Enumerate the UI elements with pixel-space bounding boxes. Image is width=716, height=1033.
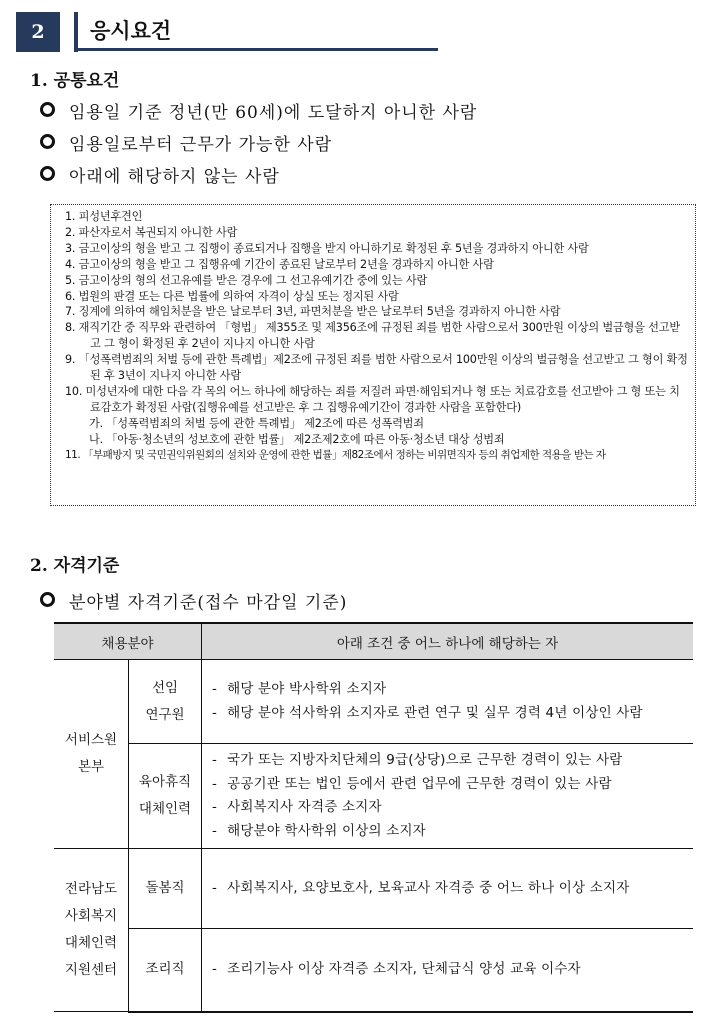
- table-row: [54, 929, 693, 1012]
- table-header-row: [54, 623, 693, 660]
- common-requirement-2: 임용일로부터 근무가 가능한 사람: [40, 130, 332, 155]
- condition-item: - 사회복지사 자격증 소지자: [212, 799, 382, 815]
- table-row: [54, 744, 693, 849]
- header-underline: [78, 48, 438, 51]
- condition-item: - 해당 분야 석사학위 소지자로 관련 연구 및 실무 경력 4년 이상인 사람: [212, 704, 643, 721]
- condition-item: - 사회복지사, 요양보호사, 보육교사 자격증 중 어느 하나 이상 소지자: [212, 879, 630, 896]
- disqualification-list: [51, 205, 695, 464]
- qualification-table: [54, 622, 693, 1013]
- section-2-title: 2. 자격기준: [30, 556, 120, 576]
- list-item: 6. 법원의 판결 또는 다른 법률에 의하여 자격이 상실 또는 정지된 사람: [65, 289, 399, 303]
- condition-item: - 국가 또는 지방자치단체의 9급(상당)으로 근무한 경력이 있는 사람: [212, 752, 623, 768]
- common-requirement-3: 아래에 해당하지 않는 사람: [40, 162, 280, 187]
- condition-item: - 조리기능사 이상 자격증 소지자, 단체급식 양성 교육 이수자: [212, 961, 581, 977]
- list-sub-item: 나. 「아동‧청소년의 성보호에 관한 법률」 제2조제2호에 따른 아동‧청소년 대상 성범죄: [89, 432, 505, 446]
- header-accent-bar: [74, 12, 78, 52]
- list-item: 7. 징계에 의하여 해임처분을 받은 날로부터 3년, 파면처분을 받은 날로부터 5년을 경과하지 아니한 사람: [65, 305, 561, 319]
- list-item: 5. 금고이상의 형의 선고유예를 받은 경우에 그 선고유예기간 중에 있는 사람: [65, 273, 428, 287]
- ring-bullet-icon: [40, 166, 55, 181]
- group-name: 서비스원 본부: [54, 660, 129, 849]
- header-condition: 아래 조건 중 어느 하나에 해당하는 자: [202, 623, 694, 660]
- section-1-title: 1. 공통요건: [30, 71, 120, 91]
- condition-list: [202, 929, 694, 1012]
- list-item: 3. 금고이상의 형을 받고 그 집행이 종료되거나 집행을 받지 아니하기로 확정된 후 5년을 경과하지 아니한 사람: [65, 241, 589, 255]
- common-requirement-1: 임용일 기준 정년(만 60세)에 도달하지 아니한 사람: [40, 98, 477, 123]
- condition-list: [202, 849, 694, 929]
- condition-list: [202, 660, 694, 744]
- list-item: 9. 「성폭력범죄의 처벌 등에 관한 특례법」제2조에 규정된 죄를 범한 사람으로서 100만원 이상의 벌금형을 선고받고 그 형이 확정된 후 3년이 지나지 아니한 사람: [65, 353, 688, 383]
- table-row: [54, 849, 693, 929]
- qualification-bullet: 분야별 자격기준(접수 마감일 기준): [40, 588, 347, 613]
- table-row: [54, 660, 693, 744]
- condition-list: [202, 744, 694, 849]
- field-name: 조리직: [129, 929, 202, 1012]
- list-item: 11. 「부패방지 및 국민권익위원회의 설치와 운영에 관한 법률」제82조에서 정하는 비위면직자 등의 취업제한 적용을 받는 자: [65, 448, 606, 461]
- page-title: 응시요건: [90, 19, 172, 43]
- ring-bullet-icon: [40, 134, 55, 149]
- section-number-badge: 2: [16, 12, 60, 52]
- field-name: 돌봄직: [129, 849, 202, 929]
- section-header: [16, 12, 438, 52]
- condition-item: - 공공기관 또는 법인 등에서 관련 업무에 근무한 경력이 있는 사람: [212, 775, 612, 792]
- condition-item: - 해당 분야 박사학위 소지자: [212, 681, 387, 697]
- field-name: 육아휴직 대체인력: [129, 744, 202, 849]
- list-item: 10. 미성년자에 대한 다음 각 목의 어느 하나에 해당하는 죄를 저질러 파면‧해임되거나 형 또는 치료감호를 선고받아 그 형 또는 치료감호가 확정된 사람(집행유예를 선고받은 후 그 집행유예기간이 경과한 사람을 포함한다): [65, 384, 680, 414]
- list-item: 4. 금고이상의 형을 받고 그 집행유예 기간이 종료된 날로부터 2년을 경과하지 아니한 사람: [65, 257, 494, 271]
- disqualification-box: [50, 204, 696, 506]
- group-name: 전라남도 사회복지 대체인력 지원센터: [54, 849, 129, 1012]
- ring-bullet-icon: [40, 102, 55, 117]
- field-name: 선임 연구원: [129, 660, 202, 744]
- list-item: 2. 파산자로서 복권되지 아니한 사람: [65, 225, 238, 239]
- list-item: 8. 재직기간 중 직무와 관련하여 「형법」 제355조 및 제356조에 규정된 죄를 범한 사람으로서 300만원 이상의 벌금형을 선고받고 그 형이 확정된 후 2년이 지나지 아니한 사람: [65, 321, 680, 351]
- ring-bullet-icon: [40, 592, 55, 607]
- list-item: 1. 피성년후견인: [65, 210, 143, 223]
- list-sub-item: 가. 「성폭력범죄의 처벌 등에 관한 특례법」 제2조에 따른 성폭력범죄: [89, 416, 424, 430]
- header-field: 채용분야: [54, 623, 202, 660]
- condition-item: - 해당분야 학사학위 이상의 소지자: [212, 822, 426, 839]
